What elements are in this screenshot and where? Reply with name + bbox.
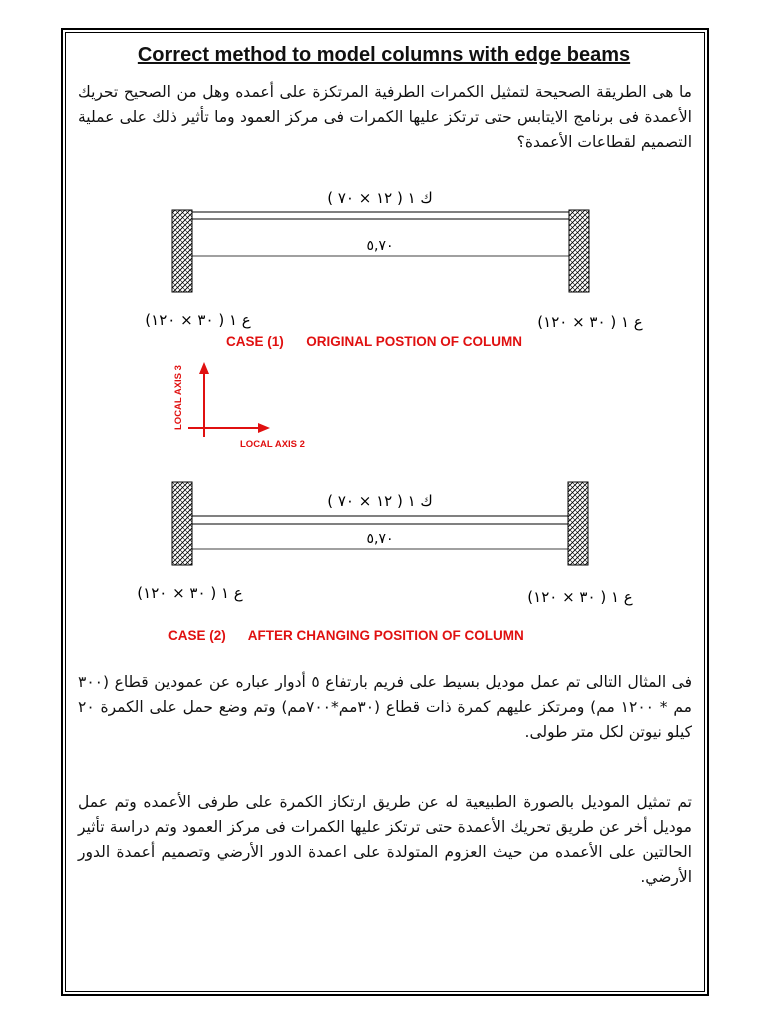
page-title: Correct method to model columns with edge beams [137,44,631,66]
case1-left-column-label: ع ١ ( ٣٠ × ١٢٠) [145,311,251,329]
case2-right-column-label: ع ١ ( ٣٠ × ١٢٠) [527,588,633,606]
case1-beam-label: ك ١ ( ١٢ × ٧٠ ) [327,189,433,207]
case2-caption: CASE (2) AFTER CHANGING POSITION OF COLUMN [168,628,524,643]
case1-right-column-label: ع ١ ( ٣٠ × ١٢٠) [537,313,643,331]
case2-beam-label: ك ١ ( ١٢ × ٧٠ ) [327,492,433,510]
example-paragraph: فى المثال التالى تم عمل موديل بسيط على فريم بارتفاع ٥ أدوار عباره عن عمودين قطاع (٣٠٠ مم * ١٢٠٠ مم) ومرتكز عليهم كمرة ذات قطاع (٣٠مم*٧٠٠مم) وتم وضع حمل على الكمرة ٢٠ كيلو نيوتن لكل متر طولى. [78,673,692,741]
case2-span-label: ٥,٧٠ [366,531,394,547]
axis2-label: LOCAL AXIS 2 [240,439,305,450]
case1-span-label: ٥,٧٠ [366,238,394,254]
method-paragraph: تم تمثيل الموديل بالصورة الطبيعية له عن طريق ارتكاز الكمرة على طرفى الأعمده وتم عمل موديل أخر عن طريق تحريك الأعمدة حتى ترتكز عليها الكمرات فى مركز العمود وتم دراسة تأثير الحالتين على الأعمده من حيث العزوم المتولدة على اعمدة الدور الأرضي وتصميم أعمدة الدور الأرضي. [78,793,692,886]
case2-left-column-label: ع ١ ( ٣٠ × ١٢٠) [137,584,243,602]
axis3-label: LOCAL AXIS 3 [173,365,184,430]
question-paragraph: ما هى الطريقة الصحيحة لتمثيل الكمرات الطرفية المرتكزة على أعمده وهل من الصحيح تحريك الأعمدة فى برنامج الايتابس حتى ترتكز عليها الكمرات فى مركز العمود وما تأثير ذلك على عملية التصميم لقطاعات الأعمدة؟ [78,83,692,151]
case1-caption: CASE (1) ORIGINAL POSTION OF COLUMN [226,334,523,349]
